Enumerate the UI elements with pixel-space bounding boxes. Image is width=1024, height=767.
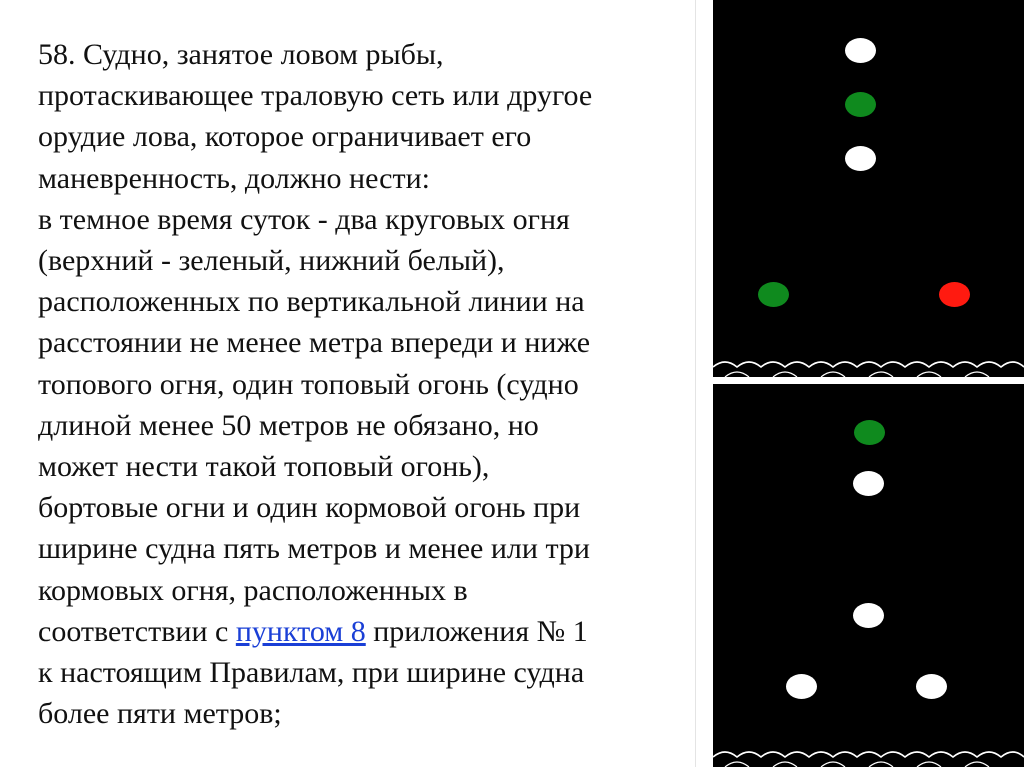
rule-line: расстоянии не менее метра впереди и ниже bbox=[38, 326, 591, 360]
green-allround-light bbox=[845, 92, 876, 117]
rule-line: бортовые огни и один кормовой огонь при bbox=[38, 491, 581, 525]
rule-reference-link[interactable]: пунктом 8 bbox=[235, 614, 366, 648]
rule-line: (верхний - зеленый, нижний белый), bbox=[38, 244, 505, 278]
left-stern-white-light bbox=[786, 674, 817, 699]
rule-line: в темное время суток - два круговых огня bbox=[38, 202, 570, 236]
rule-link-line bbox=[38, 611, 698, 652]
rule-line: ширине судна пять метров и менее или три bbox=[38, 532, 590, 566]
rule-line: к настоящим Правилам, при ширине судна bbox=[38, 656, 585, 690]
white-allround-light bbox=[853, 471, 884, 496]
rule-line: маневренность, должно нести: bbox=[38, 161, 430, 195]
divider-line bbox=[695, 0, 696, 767]
rule-line: протаскивающее траловую сеть или другое bbox=[38, 79, 593, 113]
rule-line: 58. Судно, занятое ловом рыбы, bbox=[38, 38, 444, 71]
rule-line: длиной менее 50 метров не обязано, но bbox=[38, 408, 539, 442]
bottom-light-panel bbox=[713, 384, 1024, 767]
link-suffix-text: приложения № 1 bbox=[365, 614, 588, 648]
rule-line: может нести такой топовый огонь), bbox=[38, 450, 490, 484]
green-allround-light bbox=[854, 420, 885, 445]
rule-line: кормовых огня, расположенных в bbox=[38, 573, 468, 607]
panel-separator bbox=[713, 377, 1024, 384]
rule-line: более пяти метров; bbox=[38, 697, 282, 731]
link-prefix-text: соответствии с bbox=[38, 614, 236, 648]
rule-text bbox=[38, 34, 698, 734]
sea-waves-icon bbox=[713, 745, 1024, 767]
rule-line: расположенных по вертикальной линии на bbox=[38, 285, 585, 319]
sea-waves-icon bbox=[713, 355, 1024, 377]
top-light-panel bbox=[713, 0, 1024, 377]
masthead-white-light bbox=[845, 38, 876, 63]
upper-stern-white-light bbox=[853, 603, 884, 628]
right-stern-white-light bbox=[916, 674, 947, 699]
rule-line: орудие лова, которое ограничивает его bbox=[38, 120, 532, 154]
port-red-light bbox=[939, 282, 970, 307]
rule-line: топового огня, один топовый огонь (судно bbox=[38, 367, 579, 401]
starboard-green-light bbox=[758, 282, 789, 307]
white-allround-light bbox=[845, 146, 876, 171]
